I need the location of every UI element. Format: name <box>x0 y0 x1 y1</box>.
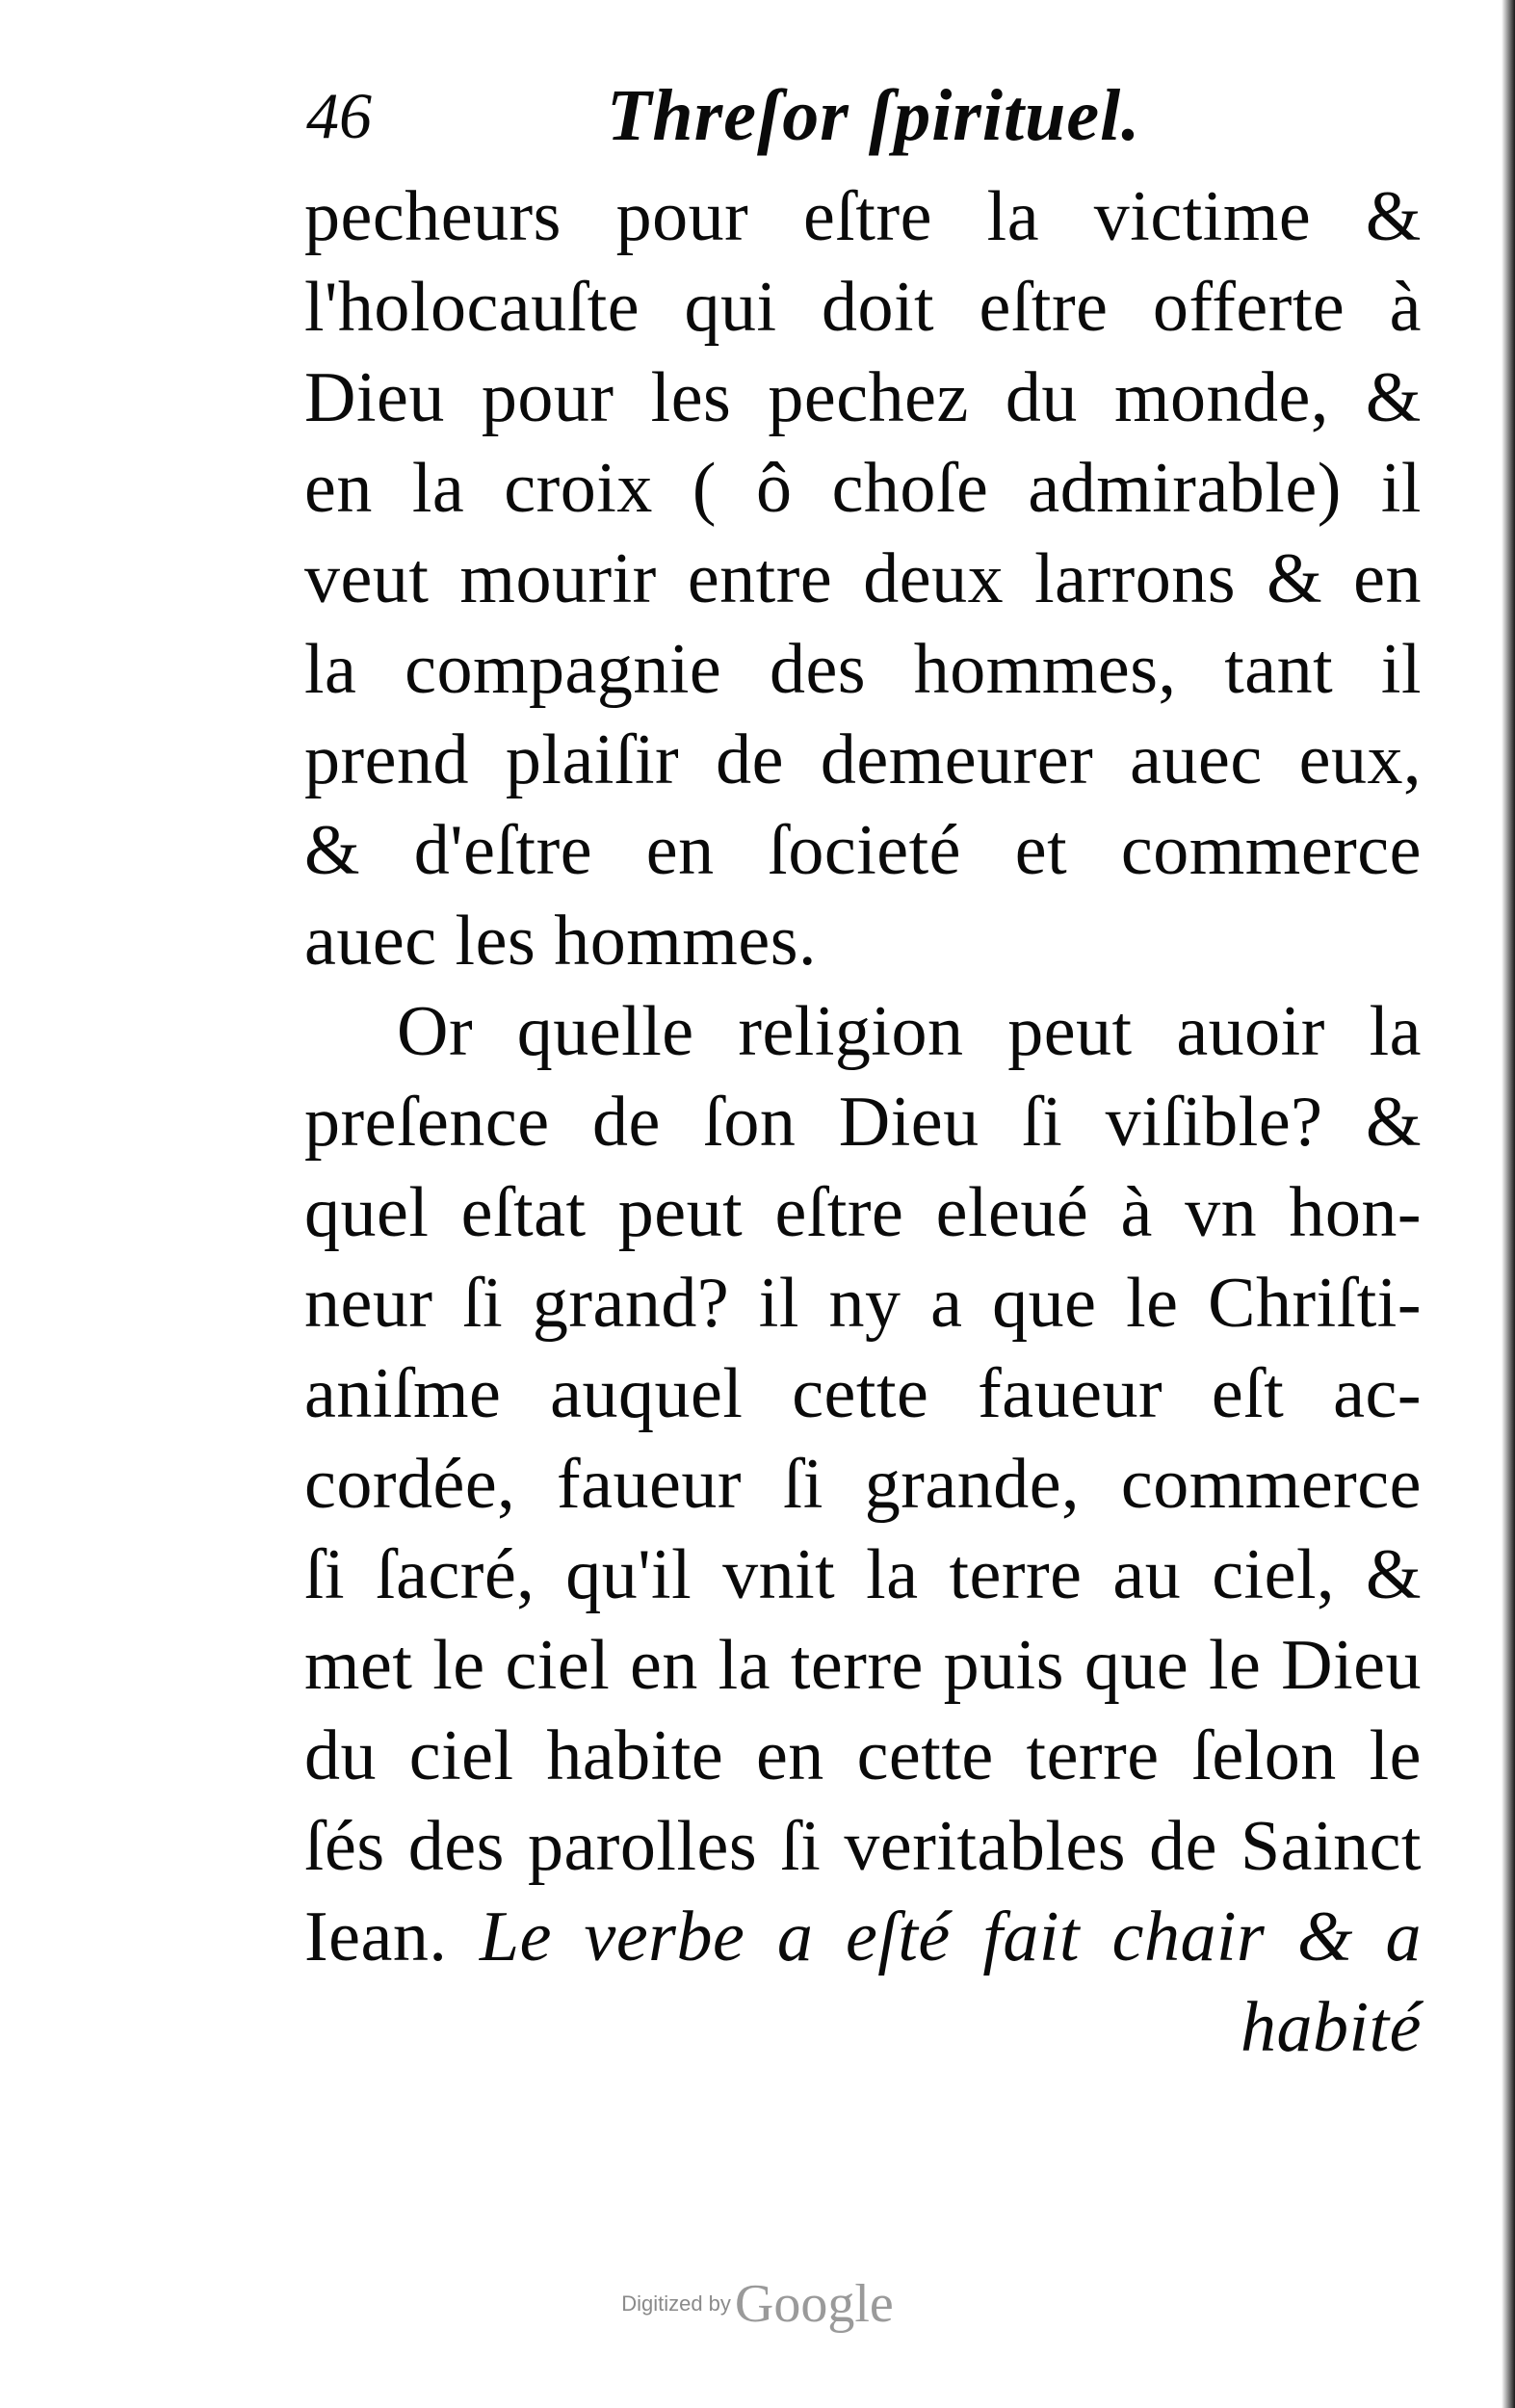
running-title: Threſor ſpirituel. <box>607 75 1141 156</box>
text-line: ſi ſacré, qu'il vnit la terre au ciel, & <box>304 1535 1422 1614</box>
page-header <box>306 67 1443 164</box>
google-logo-text: Google <box>734 2274 894 2334</box>
text-line: en la croix ( ô choſe admirable) il <box>304 449 1422 528</box>
text-line: Dieu pour les pechez du monde, & <box>304 358 1422 437</box>
text-line-with-quote <box>304 1892 1422 1982</box>
paragraph-end-line: auec les hommes. <box>304 902 817 981</box>
text-fragment: Iean. <box>304 1898 448 1976</box>
scripture-quote: Le verbe a eſté fait chair & a <box>479 1898 1422 1976</box>
digitized-watermark <box>0 2273 1515 2335</box>
text-line: la compagnie des hommes, tant il <box>304 630 1422 709</box>
text-line: quel eſtat peut eſtre eleué à vn hon- <box>304 1173 1422 1252</box>
catchword: habité <box>1241 1988 1422 2067</box>
text-line: & d'eſtre en ſocieté et commerce <box>304 811 1422 890</box>
page-number: 46 <box>306 79 372 152</box>
text-line: pecheurs pour eſtre la victime & <box>304 177 1422 256</box>
page-edge-shadow <box>1502 0 1515 2408</box>
text-line: cordée, faueur ſi grande, commerce <box>304 1445 1422 1524</box>
text-line: aniſme auquel cette faueur eſt ac- <box>304 1354 1422 1433</box>
text-line: l'holocauſte qui doit eſtre offerte à <box>304 268 1422 347</box>
text-line: preſence de ſon Dieu ſi viſible? & <box>304 1083 1422 1162</box>
text-line: veut mourir entre deux larrons & en <box>304 539 1422 618</box>
text-line: prend plaiſir de demeurer auec eux, <box>304 720 1422 799</box>
paragraph-start-line: Or quelle religion peut auoir la <box>397 992 1422 1071</box>
text-line: neur ſi grand? il ny a que le Chriſti- <box>304 1264 1422 1343</box>
text-line: du ciel habite en cette terre ſelon le <box>304 1716 1422 1795</box>
text-line: ſés des parolles ſi veritables de Sainct <box>304 1807 1422 1886</box>
digitized-by-label: Digitized by <box>621 2291 731 2316</box>
body-text <box>304 171 1422 2073</box>
text-line: met le ciel en la terre puis que le Dieu <box>304 1626 1422 1705</box>
